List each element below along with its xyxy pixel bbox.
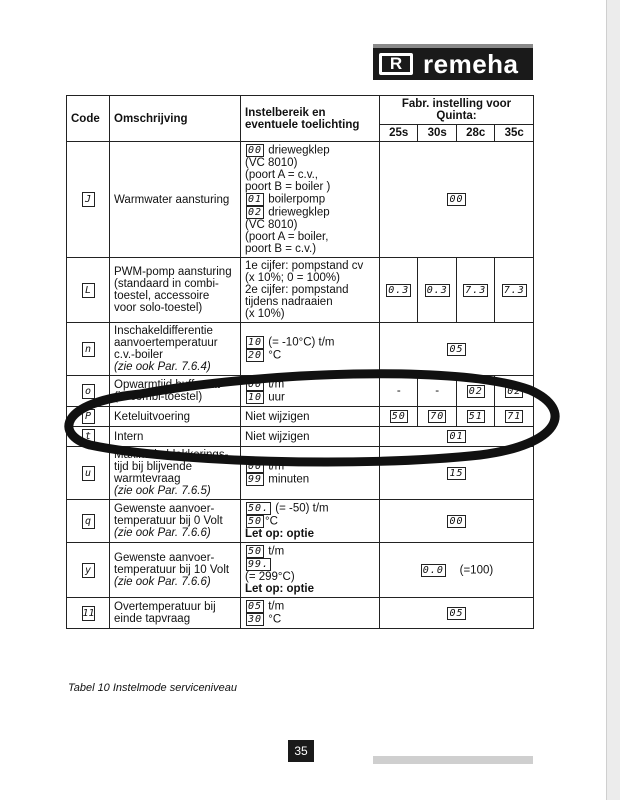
- table-row: [67, 543, 534, 598]
- range-text: (x 10%; 0 = 100%): [245, 272, 340, 284]
- segment-display: 20: [248, 350, 263, 361]
- range-line: [245, 144, 375, 157]
- code-cell: [67, 258, 110, 323]
- code-display: n: [82, 342, 95, 357]
- range-line: [245, 284, 375, 296]
- segment-display: 50: [248, 546, 263, 557]
- factory-value-cell: [456, 258, 494, 323]
- range-line: [245, 460, 375, 473]
- description-line: (in combi-toestel): [114, 391, 203, 403]
- description-cell: [110, 598, 241, 629]
- description-line: voor solo-toestel): [114, 302, 203, 314]
- description-line: toestel, accessoire: [114, 290, 210, 302]
- logo-mark-icon: R: [379, 53, 413, 75]
- range-cell: [241, 598, 380, 629]
- segment-display: 71: [507, 411, 522, 422]
- header-code: Code: [67, 96, 110, 142]
- segment-display: 10: [248, 337, 263, 348]
- range-line: [245, 528, 375, 540]
- segment-display: 00: [248, 145, 263, 156]
- segment-display: 50: [391, 411, 406, 422]
- range-line: [245, 157, 375, 169]
- range-text: t/m: [265, 545, 285, 558]
- range-line: [245, 308, 375, 320]
- segment-display: 7.3: [465, 284, 487, 296]
- description-line: PWM-pomp aansturing: [114, 266, 232, 278]
- range-line: [245, 336, 375, 349]
- range-line: [245, 243, 375, 255]
- range-line: [245, 613, 375, 626]
- description-line: temperatuur bij 0 Volt: [114, 515, 223, 527]
- factory-value-cell: [380, 598, 534, 629]
- header-model: 35c: [495, 125, 534, 142]
- description-line: c.v.-boiler: [114, 349, 163, 361]
- range-text: °C: [265, 515, 278, 528]
- factory-value-cell: [456, 376, 494, 407]
- reference-note: (zie ook Par. 7.6.4): [114, 361, 211, 373]
- segment-display: 99: [248, 474, 263, 485]
- header-model: 28c: [456, 125, 494, 142]
- table-row: [67, 376, 534, 407]
- segment-display: 00: [248, 379, 263, 390]
- code-cell: [67, 323, 110, 376]
- range-cell: [241, 376, 380, 407]
- description-line: einde tapvraag: [114, 613, 191, 625]
- range-text: t/m: [265, 600, 285, 613]
- range-text: (VC 8010): [245, 219, 298, 231]
- range-text: poort B = c.v.): [245, 243, 317, 255]
- factory-extra: (=100): [459, 564, 494, 577]
- description-line: Overtemperatuur bij: [114, 601, 216, 613]
- description-line: aanvoertemperatuur: [114, 337, 218, 349]
- factory-value-cell: [380, 323, 534, 376]
- range-line: [245, 411, 375, 423]
- code-display: u: [82, 466, 95, 481]
- factory-value-cell: [380, 500, 534, 543]
- code-cell: [67, 376, 110, 407]
- table-row: [67, 142, 534, 258]
- factory-value-cell: [380, 407, 418, 427]
- range-line: [245, 206, 375, 219]
- reference-note: (zie ook Par. 7.6.6): [114, 527, 211, 539]
- range-text: (poort A = c.v.,: [245, 169, 318, 181]
- description-cell: [110, 376, 241, 407]
- segment-display: 02: [248, 207, 263, 218]
- table-row: [67, 598, 534, 629]
- factory-value-cell: [495, 258, 534, 323]
- segment-display: 15: [449, 467, 464, 479]
- segment-display: 01: [449, 431, 464, 442]
- segment-display: 00: [449, 515, 464, 527]
- factory-value-cell: [456, 407, 494, 427]
- range-text: 2e cijfer: pompstand: [245, 284, 349, 296]
- range-line: [245, 181, 375, 193]
- segment-display: 50: [248, 516, 263, 527]
- range-line: [245, 349, 375, 362]
- description-cell: [110, 447, 241, 500]
- range-text: (= -50) t/m: [272, 502, 329, 515]
- option-note: Let op: optie: [245, 528, 314, 540]
- range-line: [245, 193, 375, 206]
- page-edge: [606, 0, 620, 800]
- range-line: [245, 502, 375, 515]
- logo-text: remeha: [423, 48, 519, 79]
- range-cell: [241, 543, 380, 598]
- range-line: [245, 473, 375, 486]
- segment-display: 0.3: [426, 284, 448, 296]
- description-line: Opwarmtijd buffervat: [114, 379, 220, 391]
- code-display: J: [82, 192, 95, 207]
- description-cell: [110, 142, 241, 258]
- code-display: L: [82, 283, 95, 298]
- segment-display: 0.0: [422, 564, 444, 576]
- factory-value-cell: [418, 376, 456, 407]
- option-note: Let op: optie: [245, 583, 314, 595]
- range-text: boilerpomp: [265, 193, 326, 206]
- code-display: P: [82, 409, 95, 424]
- description-cell: [110, 500, 241, 543]
- code-cell: [67, 427, 110, 447]
- range-cell: [241, 500, 380, 543]
- range-cell: [241, 142, 380, 258]
- segment-display: 51: [468, 411, 483, 422]
- range-text: poort B = boiler ): [245, 181, 331, 193]
- segment-display: 01: [248, 194, 263, 205]
- segment-display: 00: [248, 461, 263, 472]
- remeha-logo: [373, 44, 533, 80]
- factory-value-cell: [380, 543, 534, 598]
- range-text: t/m: [265, 378, 285, 391]
- description-cell: [110, 543, 241, 598]
- segment-display: 50.: [248, 503, 270, 514]
- range-line: [245, 583, 375, 595]
- segment-display: 30: [248, 614, 263, 625]
- code-display: y: [82, 563, 95, 578]
- table-row: [67, 447, 534, 500]
- range-cell: [241, 427, 380, 447]
- segment-display: 02: [507, 385, 522, 397]
- range-text: uur: [265, 391, 285, 404]
- range-text: Niet wijzigen: [245, 430, 310, 443]
- segment-display: 00: [449, 194, 464, 205]
- code-display: 11: [82, 607, 95, 619]
- range-line: [245, 558, 375, 571]
- description-line: temperatuur bij 10 Volt: [114, 564, 230, 576]
- table-row: [67, 500, 534, 543]
- range-text: °C: [265, 349, 282, 362]
- code-cell: [67, 142, 110, 258]
- range-line: [245, 515, 375, 528]
- page-number: 35: [288, 740, 314, 762]
- description-cell: [110, 407, 241, 427]
- range-text: (poort A = boiler,: [245, 231, 329, 243]
- range-text: driewegklep: [265, 206, 330, 219]
- range-text: (= -10°C) t/m: [265, 336, 335, 349]
- segment-display: 02: [468, 385, 483, 397]
- factory-value-cell: [495, 376, 534, 407]
- range-line: [245, 272, 375, 284]
- segment-display: -: [396, 385, 401, 397]
- segment-display: 05: [449, 607, 464, 619]
- range-text: (= 299°C): [245, 571, 295, 583]
- segment-display: 10: [248, 392, 263, 403]
- header-factory: Fabr. instelling voor Quinta:: [380, 96, 534, 125]
- description-line: Warmwater aansturing: [114, 193, 230, 206]
- description-line: Inschakeldifferentie: [114, 325, 213, 337]
- description-line: Gewenste aanvoer-: [114, 552, 215, 564]
- description-cell: [110, 427, 241, 447]
- table-row: [67, 407, 534, 427]
- description-line: Intern: [114, 430, 144, 443]
- range-text: °C: [265, 613, 282, 626]
- segment-display: -: [435, 385, 440, 397]
- header-range: Instelbereik en eventuele toelichting: [241, 96, 380, 142]
- range-line: [245, 231, 375, 243]
- range-line: [245, 431, 375, 443]
- range-line: [245, 219, 375, 231]
- range-text: t/m: [265, 460, 285, 473]
- factory-value-cell: [495, 407, 534, 427]
- table-caption: Tabel 10 Instelmode serviceniveau: [68, 682, 237, 694]
- description-cell: [110, 323, 241, 376]
- segment-display: 0.3: [388, 284, 410, 296]
- range-text: driewegklep: [265, 144, 330, 157]
- description-line: tijd bij blijvende: [114, 461, 192, 473]
- range-text: minuten: [265, 473, 310, 486]
- factory-value-cell: [418, 258, 456, 323]
- range-line: [245, 571, 375, 583]
- range-cell: [241, 447, 380, 500]
- range-text: 1e cijfer: pompstand cv: [245, 260, 364, 272]
- table-row: [67, 258, 534, 323]
- header-description: Omschrijving: [110, 96, 241, 142]
- description-line: warmtevraag: [114, 473, 181, 485]
- range-line: [245, 391, 375, 404]
- description-line: Keteluitvoering: [114, 410, 191, 423]
- range-line: [245, 296, 375, 308]
- factory-value-cell: [380, 427, 534, 447]
- range-line: [245, 378, 375, 391]
- description-cell: [110, 258, 241, 323]
- factory-value-cell: [380, 142, 534, 258]
- range-text: (VC 8010): [245, 157, 298, 169]
- code-cell: [67, 407, 110, 427]
- segment-display: 7.3: [503, 284, 525, 296]
- reference-note: (zie ook Par. 7.6.5): [114, 485, 211, 497]
- range-text: (x 10%): [245, 308, 285, 320]
- code-cell: [67, 447, 110, 500]
- code-display: o: [82, 384, 95, 399]
- description-line: Maximale blokkerings-: [114, 449, 229, 461]
- range-line: [245, 545, 375, 558]
- service-settings-table: [66, 95, 534, 629]
- range-text: tijdens nadraaien: [245, 296, 333, 308]
- description-line: (standaard in combi-: [114, 278, 219, 290]
- segment-display: 05: [449, 343, 464, 355]
- footer-bar: [373, 756, 533, 764]
- header-model: 30s: [418, 125, 456, 142]
- factory-value-cell: [380, 376, 418, 407]
- range-cell: [241, 407, 380, 427]
- segment-display: 99.: [248, 559, 270, 570]
- header-model: 25s: [380, 125, 418, 142]
- table-row: [67, 323, 534, 376]
- range-text: Niet wijzigen: [245, 410, 310, 423]
- segment-display: 70: [430, 411, 445, 422]
- reference-note: (zie ook Par. 7.6.6): [114, 576, 211, 588]
- range-line: [245, 169, 375, 181]
- range-cell: [241, 323, 380, 376]
- description-line: Gewenste aanvoer-: [114, 503, 215, 515]
- code-cell: [67, 543, 110, 598]
- range-line: [245, 260, 375, 272]
- code-display: q: [82, 514, 95, 529]
- factory-value-cell: [418, 407, 456, 427]
- factory-value-cell: [380, 447, 534, 500]
- range-line: [245, 600, 375, 613]
- range-cell: [241, 258, 380, 323]
- segment-display: 05: [248, 601, 263, 612]
- code-cell: [67, 500, 110, 543]
- code-display: t: [82, 429, 95, 444]
- code-cell: [67, 598, 110, 629]
- factory-value-cell: [380, 258, 418, 323]
- table-row: [67, 427, 534, 447]
